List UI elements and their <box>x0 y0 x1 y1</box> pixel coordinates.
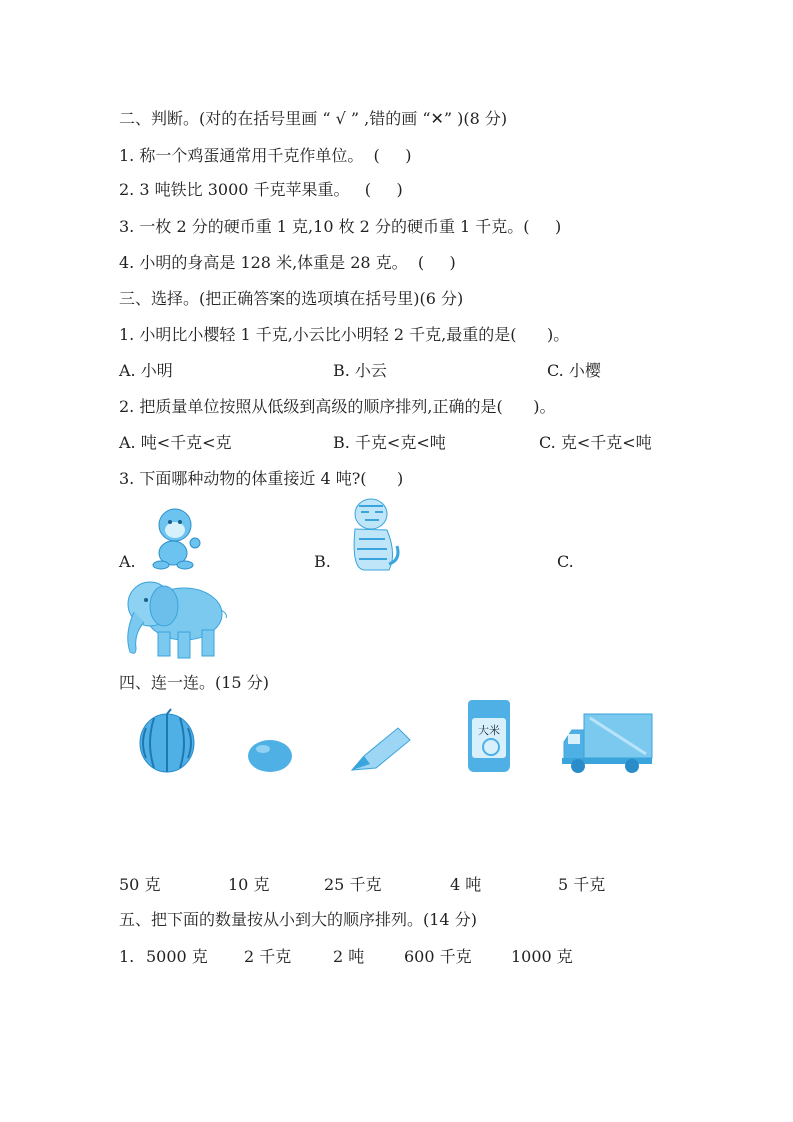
choice-q3: 3. 下面哪种动物的体重接近 4 吨?( ) <box>119 469 404 488</box>
q1-option-c: C. 小樱 <box>547 361 601 380</box>
judge-item-2: 2. 3 吨铁比 3000 千克苹果重。 ( ) <box>119 180 403 199</box>
q1-option-a: A. 小明 <box>119 361 173 380</box>
section2-title: 二、判断。(对的在括号里画 “ √ ” ,错的画 “✕” )(8 分) <box>119 109 508 128</box>
order-q1-number: 1. <box>119 947 135 966</box>
choice-q2: 2. 把质量单位按照从低级到高级的顺序排列,正确的是( )。 <box>119 397 556 416</box>
judge-item-4: 4. 小明的身高是 128 米,体重是 28 克。 ( ) <box>119 253 456 272</box>
tiger-picture <box>343 494 403 572</box>
order-value-4: 600 千克 <box>404 947 472 966</box>
elephant-picture <box>116 574 234 662</box>
weight-label-2: 10 克 <box>228 875 270 894</box>
section4-title: 四、连一连。(15 分) <box>119 673 269 692</box>
choice-q1: 1. 小明比小樱轻 1 千克,小云比小明轻 2 千克,最重的是( )。 <box>119 325 570 344</box>
egg-picture <box>246 738 294 774</box>
truck-picture <box>560 710 654 774</box>
q3-option-b: B. <box>314 552 331 571</box>
order-value-2: 2 千克 <box>244 947 292 966</box>
judge-item-1: 1. 称一个鸡蛋通常用千克作单位。 ( ) <box>119 146 412 165</box>
rice-bag-picture <box>468 700 510 772</box>
section3-title: 三、选择。(把正确答案的选项填在括号里)(6 分) <box>119 289 464 308</box>
judge-item-3: 3. 一枚 2 分的硬币重 1 克,10 枚 2 分的硬币重 1 千克。( ) <box>119 217 562 236</box>
weight-label-1: 50 克 <box>119 875 161 894</box>
q2-option-b: B. 千克<克<吨 <box>333 433 446 452</box>
watermelon-picture <box>138 708 198 774</box>
order-value-3: 2 吨 <box>333 947 365 966</box>
pencil-picture <box>348 726 414 774</box>
order-value-1: 5000 克 <box>146 947 208 966</box>
q1-option-b: B. 小云 <box>333 361 387 380</box>
weight-label-3: 25 千克 <box>324 875 382 894</box>
rice-label: 大米 <box>478 724 500 737</box>
weight-label-4: 4 吨 <box>450 875 482 894</box>
weight-label-5: 5 千克 <box>558 875 606 894</box>
q3-option-c: C. <box>557 552 574 571</box>
q2-option-a: A. 吨<千克<克 <box>119 433 232 452</box>
monkey-picture <box>143 505 203 571</box>
section5-title: 五、把下面的数量按从小到大的顺序排列。(14 分) <box>119 910 477 929</box>
q3-option-a: A. <box>119 552 136 571</box>
order-value-5: 1000 克 <box>511 947 573 966</box>
q2-option-c: C. 克<千克<吨 <box>539 433 652 452</box>
